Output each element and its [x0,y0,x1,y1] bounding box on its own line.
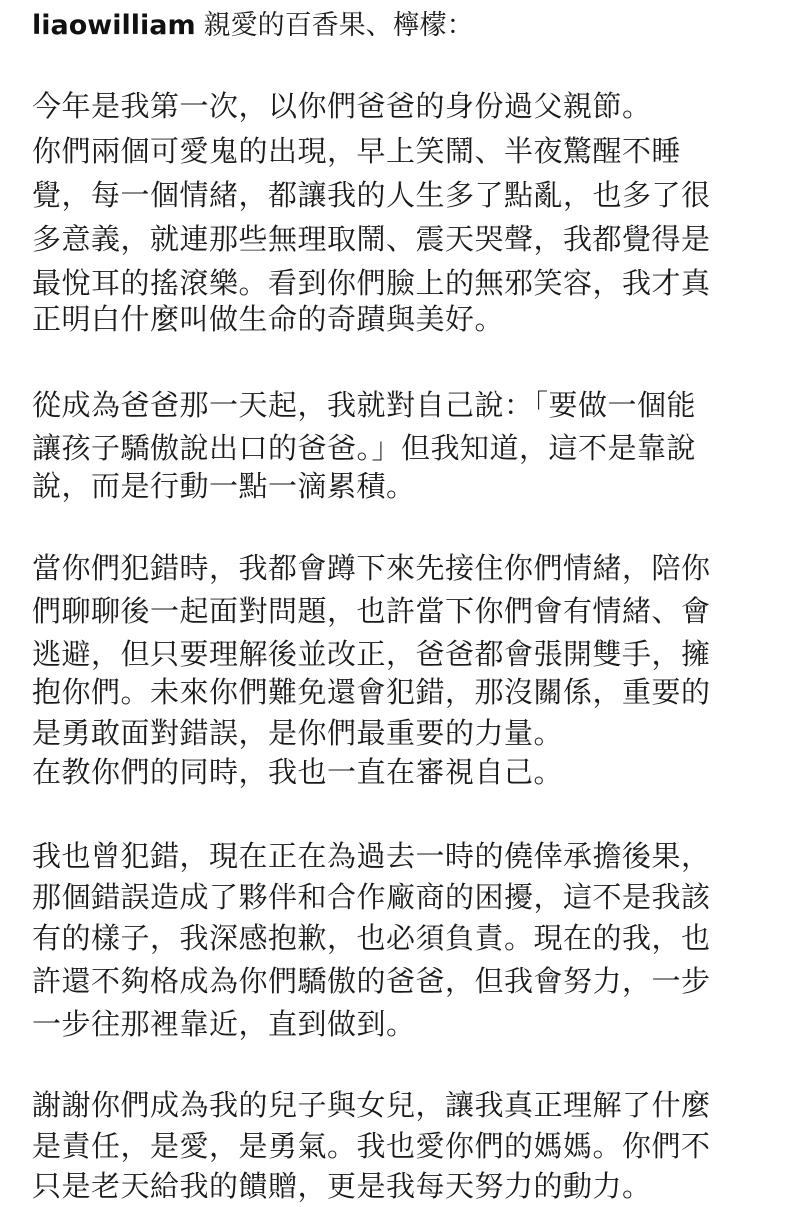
caption-line: 只是老天給我的饋贈，更是我每天努力的動力。 [32,1169,652,1203]
caption-line: 是勇敢面對錯誤，是你們最重要的力量。 [32,716,564,750]
caption-line: 你們兩個可愛鬼的出現，早上笑鬧、半夜驚醒不睡 [32,134,682,168]
caption-line: 許還不夠格成為你們驕傲的爸爸，但我會努力，一步 [32,964,711,998]
caption-line: 讓孩子驕傲說出口的爸爸。」但我知道，這不是靠說 [32,431,697,465]
caption-line: 正明白什麼叫做生命的奇蹟與美好。 [32,302,505,336]
caption-line: 多意義，就連那些無理取鬧、震天哭聲，我都覺得是 [32,222,711,256]
caption-line: 當你們犯錯時，我都會蹲下來先接住你們情緒，陪你 [32,551,711,585]
caption-line: 從成為爸爸那一天起，我就對自己說：「要做一個能 [32,388,697,422]
caption-line: 最悅耳的搖滾樂。看到你們臉上的無邪笑容，我才真 [32,266,711,300]
caption-line: 那個錯誤造成了夥伴和合作廠商的困擾，這不是我該 [32,880,711,914]
caption-header [32,4,474,48]
caption-line: 在教你們的同時，我也一直在審視自己。 [32,755,564,789]
caption-line: 一步往那裡靠近，直到做到。 [32,1007,416,1041]
caption-line: 逃避，但只要理解後並改正，爸爸都會張開雙手，擁 [32,637,711,671]
username[interactable]: liaowilliam [32,10,196,41]
caption-line: 是責任，是愛，是勇氣。我也愛你們的媽媽。你們不 [32,1129,711,1163]
greeting-text: 親愛的百香果、檸檬： [203,10,474,41]
caption-line: 覺，每一個情緒，都讓我的人生多了點亂，也多了很 [32,178,711,212]
caption-line: 抱你們。未來你們難免還會犯錯，那沒關係，重要的 [32,675,711,709]
caption-line: 們聊聊後一起面對問題，也許當下你們會有情緒、會 [32,594,711,628]
caption-line: 有的樣子，我深感抱歉，也必須負責。現在的我，也 [32,921,711,955]
caption-line: 說，而是行動一點一滴累積。 [32,469,416,503]
caption-line: 謝謝你們成為我的兒子與女兒，讓我真正理解了什麼 [32,1088,711,1122]
caption-line: 今年是我第一次，以你們爸爸的身份過父親節。 [32,89,652,123]
caption-line: 我也曾犯錯，現在正在為過去一時的僥倖承擔後果， [32,839,711,873]
